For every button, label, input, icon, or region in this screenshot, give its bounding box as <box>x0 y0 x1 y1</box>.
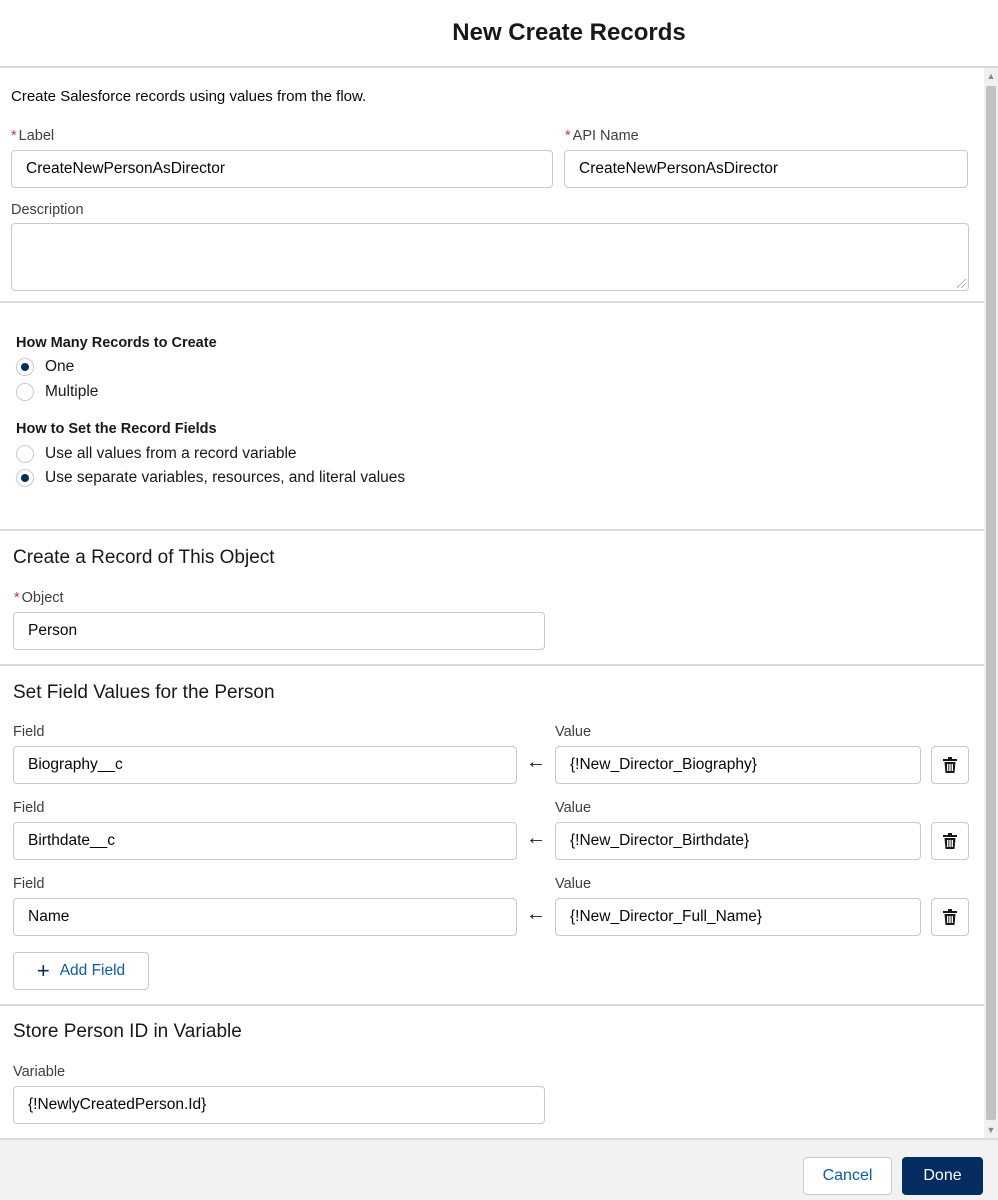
api-name-field-label: * API Name <box>565 128 639 144</box>
object-field-label: * Object <box>14 590 64 606</box>
modal-footer <box>0 1138 998 1200</box>
value-label: Value <box>555 724 592 740</box>
how-many-title: How Many Records to Create <box>16 335 217 351</box>
modal-content[interactable] <box>0 68 984 1138</box>
done-button[interactable]: Done <box>902 1157 983 1195</box>
plus-icon: + <box>36 958 50 983</box>
scroll-down-icon[interactable]: ▼ <box>986 1125 996 1135</box>
field-values-title: Set Field Values for the Person <box>13 682 275 703</box>
radio-button[interactable] <box>16 383 34 401</box>
divider <box>0 301 984 303</box>
divider <box>0 1004 984 1006</box>
api-name-input[interactable]: CreateNewPersonAsDirector <box>564 150 968 188</box>
delete-row-button[interactable] <box>931 746 969 784</box>
trash-icon <box>943 909 957 925</box>
radio-separate-values[interactable] <box>16 469 405 487</box>
field-input[interactable]: Biography__c <box>13 746 517 784</box>
object-input[interactable]: Person <box>13 612 545 650</box>
radio-button-checked[interactable] <box>16 358 34 376</box>
radio-separate-values-label: Use separate variables, resources, and literal values <box>45 469 406 486</box>
how-set-title: How to Set the Record Fields <box>16 421 217 437</box>
radio-record-variable-label: Use all values from a record variable <box>45 445 297 462</box>
radio-one[interactable] <box>16 358 74 376</box>
value-input[interactable]: {!New_Director_Birthdate} <box>555 822 921 860</box>
object-section-title: Create a Record of This Object <box>13 547 275 568</box>
radio-one-label: One <box>45 358 75 375</box>
delete-row-button[interactable] <box>931 822 969 860</box>
field-label: Field <box>13 724 45 740</box>
description-textarea[interactable] <box>11 223 969 291</box>
resize-grip-icon[interactable] <box>957 279 966 288</box>
scroll-thumb[interactable] <box>986 86 996 1120</box>
divider <box>0 529 984 531</box>
delete-row-button[interactable] <box>931 898 969 936</box>
radio-multiple[interactable] <box>16 383 98 401</box>
required-marker: * <box>14 590 20 606</box>
cancel-button[interactable]: Cancel <box>803 1157 892 1195</box>
radio-button[interactable] <box>16 445 34 463</box>
scroll-up-icon[interactable]: ▲ <box>986 71 996 81</box>
description-label: Description <box>11 202 84 218</box>
add-field-button[interactable] <box>13 952 149 990</box>
modal-header <box>0 0 998 68</box>
label-input[interactable]: CreateNewPersonAsDirector <box>11 150 553 188</box>
trash-icon <box>943 833 957 849</box>
required-marker: * <box>565 128 571 144</box>
left-arrow-icon: ← <box>526 903 546 925</box>
divider <box>0 664 984 666</box>
value-input[interactable]: {!New_Director_Biography} <box>555 746 921 784</box>
trash-icon <box>943 757 957 773</box>
add-field-label: Add Field <box>59 962 126 979</box>
field-label: Field <box>13 876 45 892</box>
radio-multiple-label: Multiple <box>45 383 99 400</box>
value-label: Value <box>555 876 592 892</box>
intro-text: Create Salesforce records using values from the flow. <box>11 88 367 105</box>
required-marker: * <box>11 128 17 144</box>
radio-record-variable[interactable] <box>16 445 297 463</box>
label-field-label: * Label <box>11 128 55 144</box>
variable-label: Variable <box>13 1064 66 1080</box>
radio-button-checked[interactable] <box>16 469 34 487</box>
variable-input[interactable]: {!NewlyCreatedPerson.Id} <box>13 1086 545 1124</box>
vertical-scrollbar[interactable] <box>984 68 998 1138</box>
field-input[interactable]: Name <box>13 898 517 936</box>
left-arrow-icon: ← <box>526 827 546 849</box>
field-input[interactable]: Birthdate__c <box>13 822 517 860</box>
store-section-title: Store Person ID in Variable <box>13 1021 242 1042</box>
value-label: Value <box>555 800 592 816</box>
value-input[interactable]: {!New_Director_Full_Name} <box>555 898 921 936</box>
field-label: Field <box>13 800 45 816</box>
modal-title: New Create Records <box>452 19 686 46</box>
left-arrow-icon: ← <box>526 751 546 773</box>
